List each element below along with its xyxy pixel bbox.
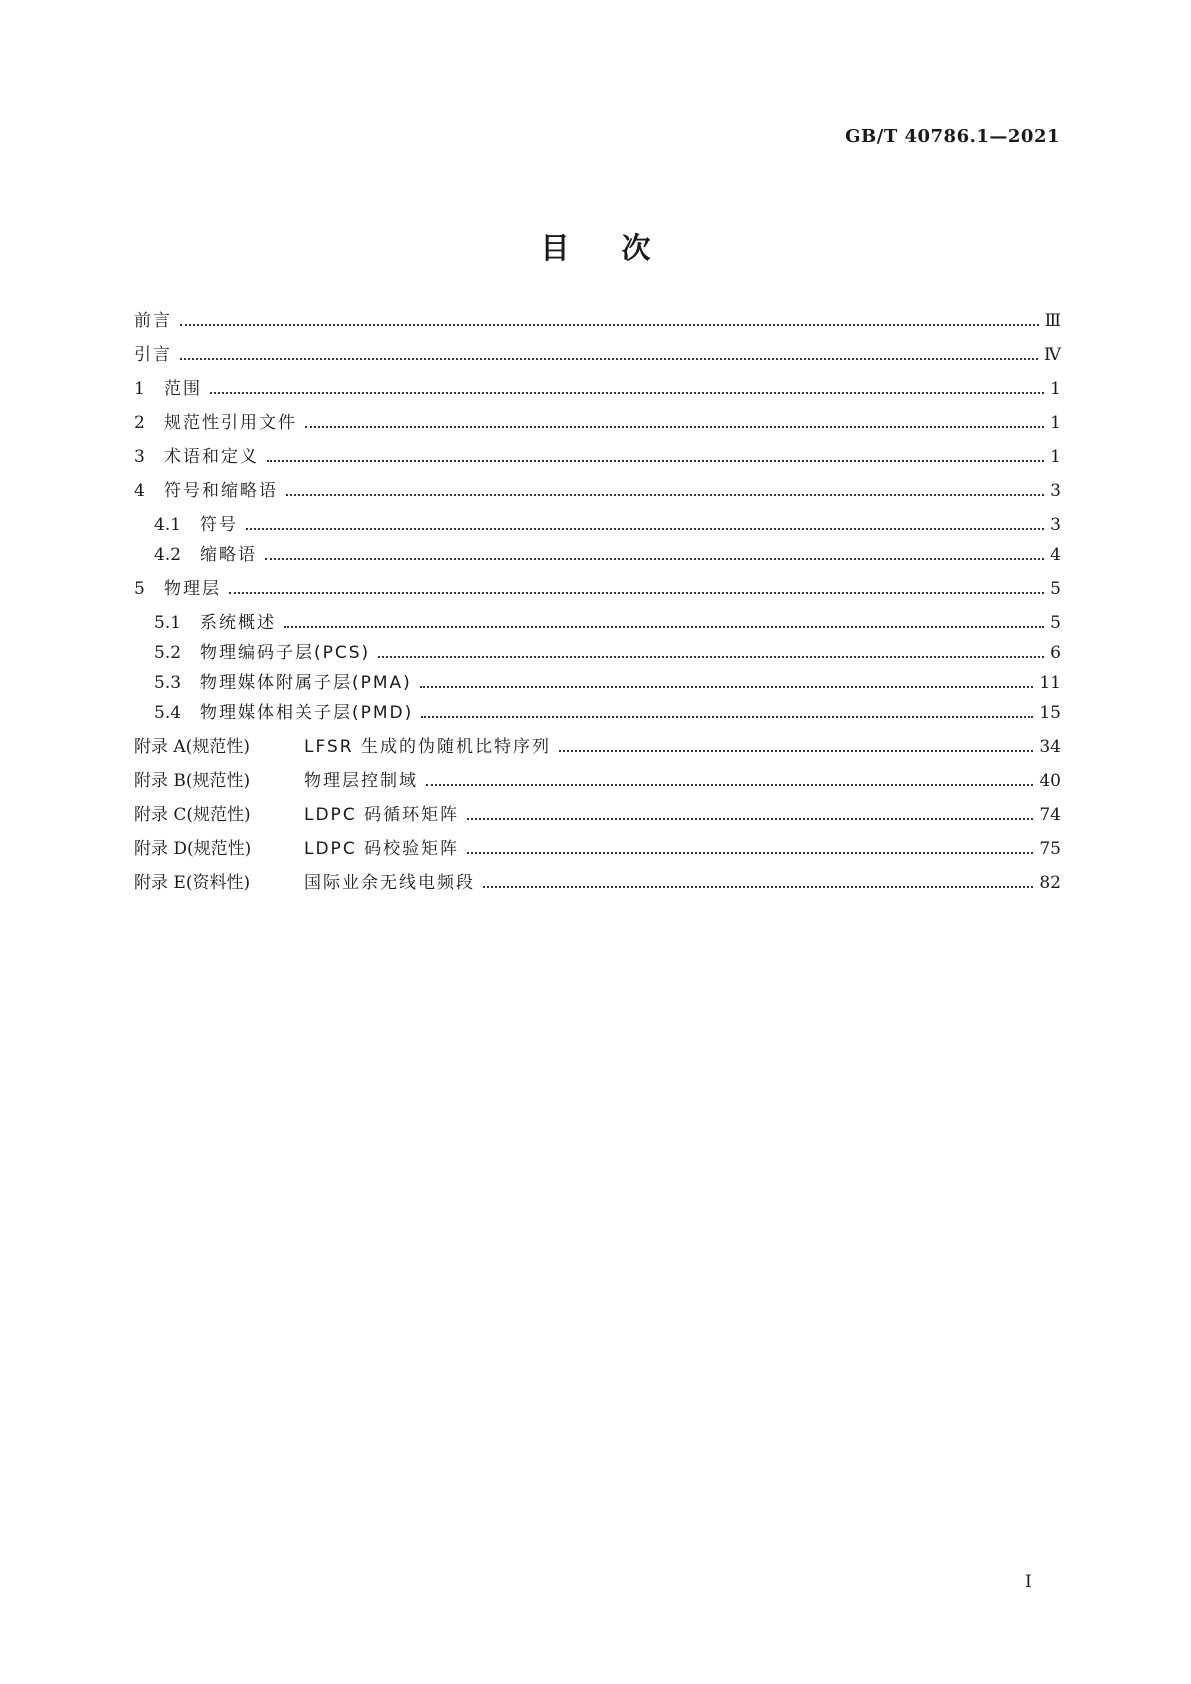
toc-entry-number: 附录 B(规范性)	[134, 771, 251, 791]
toc-entry-3[interactable]	[134, 442, 1061, 468]
toc-leader-dots	[378, 655, 1044, 658]
toc-entry-2[interactable]	[134, 408, 1061, 434]
toc-entry-annex-c[interactable]	[134, 800, 1061, 826]
toc-leader-dots	[305, 425, 1044, 428]
toc-entry-number: 5.2	[154, 643, 182, 663]
toc-entry-label: 符号和缩略语	[164, 481, 278, 501]
toc-entry-number: 4.1	[154, 515, 182, 535]
toc-leader-dots	[483, 885, 1033, 888]
toc-entry-number: 附录 E(资料性)	[134, 873, 251, 893]
toc-leader-dots	[421, 715, 1033, 718]
toc-entry-5[interactable]	[134, 574, 1061, 600]
toc-entry-number: 2	[134, 413, 145, 433]
toc-entry-number: 5	[134, 579, 145, 599]
toc-entry-4-2[interactable]	[154, 540, 1061, 566]
toc-entry-number: 附录 C(规范性)	[134, 805, 251, 825]
toc-leader-dots	[246, 527, 1044, 530]
document-number: GB/T 40786.1—2021	[845, 126, 1060, 147]
toc-entry-number: 5.4	[154, 703, 182, 723]
toc-entry-label: LFSR 生成的伪随机比特序列	[304, 737, 551, 757]
toc-entry-label: 物理编码子层(PCS)	[200, 643, 371, 663]
toc-entry-page: 6	[1050, 643, 1061, 663]
toc-entry-number: 附录 A(规范性)	[134, 737, 250, 757]
toc-entry-page: 74	[1039, 805, 1061, 825]
toc-entry-page: 1	[1050, 413, 1061, 433]
toc-entry-page: 34	[1039, 737, 1061, 757]
toc-leader-dots	[286, 493, 1044, 496]
toc-entry-label: 范围	[164, 379, 202, 399]
toc-entry-number: 1	[134, 379, 145, 399]
toc-entry-label: 物理媒体相关子层(PMD)	[200, 703, 414, 723]
toc-entry-page: 40	[1039, 771, 1061, 791]
toc-leader-dots	[180, 357, 1038, 360]
toc-leader-dots	[267, 459, 1044, 462]
toc-entry-1[interactable]	[134, 374, 1061, 400]
toc-leader-dots	[420, 685, 1034, 688]
toc-entry-page: 5	[1050, 613, 1061, 633]
toc-entry-label: 系统概述	[200, 613, 276, 633]
toc-entry-number: 5.1	[154, 613, 182, 633]
toc-entry-number: 附录 D(规范性)	[134, 839, 252, 859]
toc-entry-introduction[interactable]	[134, 340, 1061, 366]
toc-entry-page: 5	[1050, 579, 1061, 599]
toc-entry-page: 3	[1050, 515, 1061, 535]
toc-entry-page: 82	[1039, 873, 1061, 893]
toc-leader-dots	[559, 749, 1033, 752]
toc-entry-annex-d[interactable]	[134, 834, 1061, 860]
toc-entry-page: Ⅳ	[1044, 345, 1061, 365]
toc-leader-dots	[265, 557, 1044, 560]
toc-entry-page: 1	[1050, 379, 1061, 399]
toc-entry-5-4[interactable]	[154, 698, 1061, 724]
toc-entry-label: 物理层控制域	[304, 771, 418, 791]
toc-entry-label: 物理层	[164, 579, 221, 599]
toc-entry-4[interactable]	[134, 476, 1061, 502]
toc-entry-number: 5.3	[154, 673, 182, 693]
page-title: 目次	[540, 231, 703, 265]
toc-entry-5-3[interactable]	[154, 668, 1061, 694]
toc-entry-label: 规范性引用文件	[164, 413, 297, 433]
toc-leader-dots	[426, 783, 1033, 786]
page-number: I	[1025, 1572, 1032, 1592]
toc-entry-label: LDPC 码循环矩阵	[304, 805, 460, 825]
toc-leader-dots	[284, 625, 1044, 628]
toc-entry-label: 国际业余无线电频段	[304, 873, 475, 893]
toc-entry-number: 3	[134, 447, 145, 467]
toc-entry-number: 4	[134, 481, 145, 501]
toc-entry-page: 11	[1039, 673, 1061, 693]
toc-entry-page: 15	[1039, 703, 1061, 723]
toc-entry-label: 术语和定义	[164, 447, 259, 467]
toc-leader-dots	[180, 323, 1039, 326]
toc-leader-dots	[467, 851, 1033, 854]
toc-entry-number: 4.2	[154, 545, 182, 565]
toc-entry-5-1[interactable]	[154, 608, 1061, 634]
toc-entry-page: 75	[1039, 839, 1061, 859]
toc-entry-label: 引言	[134, 345, 172, 365]
toc-leader-dots	[210, 391, 1044, 394]
toc-entry-annex-e[interactable]	[134, 868, 1061, 894]
toc-entry-page: 3	[1050, 481, 1061, 501]
toc-entry-page: Ⅲ	[1044, 311, 1061, 331]
toc-entry-label: 物理媒体附属子层(PMA)	[200, 673, 412, 693]
toc-leader-dots	[467, 817, 1033, 820]
toc-entry-annex-b[interactable]	[134, 766, 1061, 792]
toc-entry-page: 1	[1050, 447, 1061, 467]
toc-entry-page: 4	[1050, 545, 1061, 565]
toc-entry-annex-a[interactable]	[134, 732, 1061, 758]
toc-leader-dots	[229, 591, 1044, 594]
toc-entry-label: 前言	[134, 311, 172, 331]
toc-entry-4-1[interactable]	[154, 510, 1061, 536]
toc-entry-label: 符号	[200, 515, 238, 535]
toc-entry-foreword[interactable]	[134, 306, 1061, 332]
toc-entry-5-2[interactable]	[154, 638, 1061, 664]
toc-entry-label: 缩略语	[200, 545, 257, 565]
toc-entry-label: LDPC 码校验矩阵	[304, 839, 460, 859]
